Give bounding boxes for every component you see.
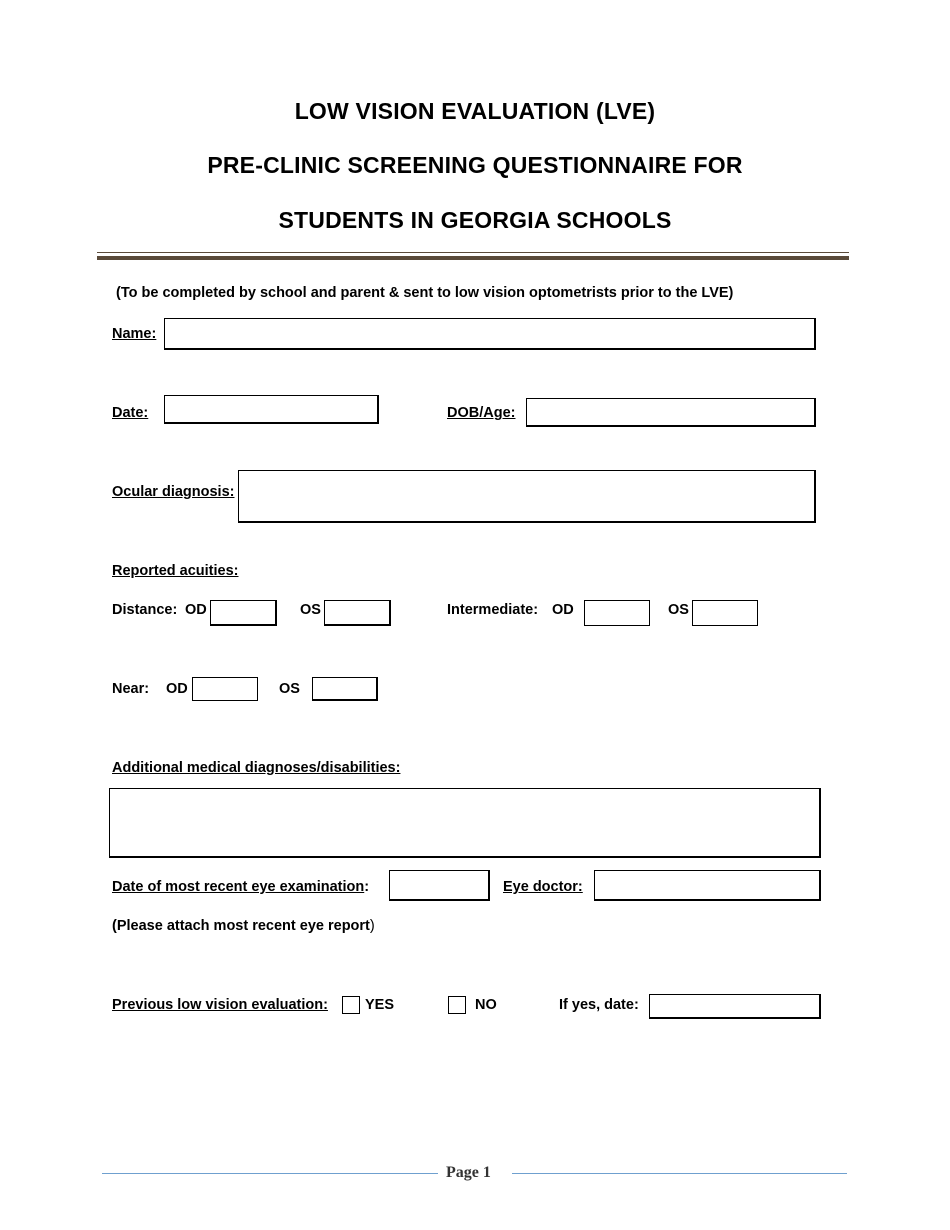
- intermediate-od-label: OD: [552, 602, 574, 618]
- footer-line-right: [512, 1173, 847, 1174]
- additional-diagnoses-label: Additional medical diagnoses/disabilities:: [112, 760, 401, 776]
- date-label: Date:: [112, 405, 149, 421]
- distance-os-input[interactable]: [324, 600, 391, 626]
- attach-note: (Please attach most recent eye report: [112, 918, 370, 934]
- intermediate-od-input[interactable]: [584, 600, 650, 626]
- header-divider-thin: [97, 252, 849, 253]
- name-label: Name:: [112, 326, 157, 342]
- ocular-diagnosis-input[interactable]: [238, 470, 816, 523]
- title-line-1: LOW VISION EVALUATION (LVE): [294, 98, 656, 124]
- instructions-text: (To be completed by school and parent & sent to low vision optometrists prior to the LVE): [116, 285, 734, 301]
- if-yes-date-input[interactable]: [649, 994, 821, 1019]
- yes-checkbox[interactable]: [342, 996, 360, 1014]
- near-os-input[interactable]: [312, 677, 378, 701]
- near-os-label: OS: [279, 681, 300, 697]
- intermediate-os-label: OS: [668, 602, 689, 618]
- yes-label: YES: [365, 997, 395, 1013]
- attach-note-paren: ): [369, 918, 375, 934]
- reported-acuities-label: Reported acuities:: [112, 563, 239, 579]
- ocular-diagnosis-label: Ocular diagnosis:: [112, 484, 235, 500]
- title-line-3: STUDENTS IN GEORGIA SCHOOLS: [278, 207, 672, 233]
- eye-doctor-label: Eye doctor:: [503, 879, 583, 895]
- header-divider-thick: [97, 256, 849, 260]
- if-yes-date-label: If yes, date:: [559, 997, 639, 1013]
- attach-note-wrap: [112, 918, 375, 934]
- exam-date-label: Date of most recent eye examination: [112, 879, 365, 895]
- exam-date-label-wrap: [112, 879, 369, 895]
- footer-line-left: [102, 1173, 438, 1174]
- additional-diagnoses-input[interactable]: [109, 788, 821, 858]
- eye-doctor-input[interactable]: [594, 870, 821, 901]
- near-od-input[interactable]: [192, 677, 258, 701]
- page-number: Page 1: [446, 1164, 491, 1181]
- date-input[interactable]: [164, 395, 379, 424]
- no-label: NO: [475, 997, 497, 1013]
- distance-label: Distance:: [112, 602, 178, 618]
- dob-label: DOB/Age:: [447, 405, 516, 421]
- no-checkbox[interactable]: [448, 996, 466, 1014]
- previous-evaluation-label: Previous low vision evaluation:: [112, 997, 328, 1013]
- near-label: Near:: [112, 681, 150, 697]
- distance-od-label: OD: [185, 602, 207, 618]
- intermediate-label: Intermediate:: [447, 602, 539, 618]
- distance-os-label: OS: [300, 602, 321, 618]
- title-line-2: PRE-CLINIC SCREENING QUESTIONNAIRE FOR: [207, 152, 743, 178]
- name-input[interactable]: [164, 318, 816, 350]
- exam-date-colon: :: [364, 879, 370, 895]
- near-od-label: OD: [166, 681, 188, 697]
- distance-od-input[interactable]: [210, 600, 277, 626]
- dob-input[interactable]: [526, 398, 816, 427]
- exam-date-input[interactable]: [389, 870, 490, 901]
- intermediate-os-input[interactable]: [692, 600, 758, 626]
